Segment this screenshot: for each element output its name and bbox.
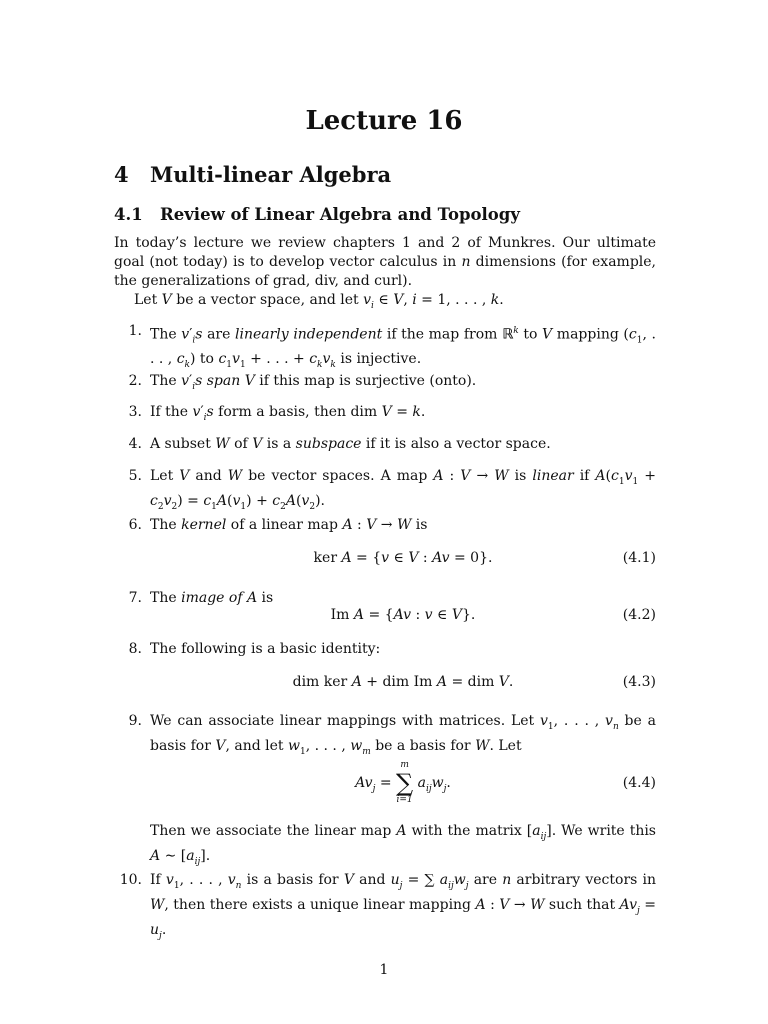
item-text: We can associate linear mappings with matrices. Let $v_1$, . . . , $v_n$ be a basis for V, and let $w_1$, . . . , $w_m$ be a basis for W. Let: [150, 713, 656, 757]
section-title: Multi-linear Algebra: [150, 162, 392, 187]
equation-expression: ker A = {v ∈ V : Av = 0}.: [313, 550, 493, 566]
equation-tag: (4.4): [622, 775, 656, 791]
item-number: 1.: [128, 323, 142, 339]
item-text: The kernel of a linear map A : V → W is: [150, 517, 428, 533]
intro-paragraph: In today’s lecture we review chapters 1 and 2 of Munkres. Our ultimate goal (not today) is to develop vector calculus in n dimensions (for example, the generalizations of grad, div, and curl).: [114, 235, 656, 289]
intro-paragraph-2: Let V be a vector space, and let $v_i$ ∈ V, i = 1, . . . , k.: [134, 292, 504, 311]
item-number: 6.: [128, 517, 142, 533]
item-text: Let V and W be vector spaces. A map A : V → W is linear if $A(c_1v_1 + c_2v_2) = c_1A(v_1) + c_2A(v_2)$.: [150, 468, 656, 512]
section-number: 4: [114, 162, 129, 187]
page-title: Lecture 16: [305, 106, 463, 136]
item-text: If $v_1$, . . . , $v_n$ is a basis for V and $u_j$ = ∑ $a_{ij}w_j$ are n arbitrary vectors in W, then there exists a unique linear mapping A : V → W such that $Av_j = u_j$.: [150, 872, 656, 941]
subsection-number: 4.1: [114, 205, 143, 224]
list-item: [114, 712, 656, 762]
item-text: A subset W of V is a subspace if it is also a vector space.: [150, 436, 551, 452]
item-number: 7.: [128, 590, 142, 606]
list-item: [114, 403, 656, 428]
item-text: The following is a basic identity:: [150, 641, 381, 657]
item-number: 9.: [128, 713, 142, 729]
equation-tag: (4.1): [622, 550, 656, 566]
equation-tag: (4.2): [622, 607, 656, 623]
list-item: [114, 516, 656, 535]
item-number: 4.: [128, 436, 142, 452]
item-text: The image of A is: [150, 590, 274, 606]
item-number: 8.: [128, 641, 142, 657]
page-number: 1: [379, 962, 389, 978]
equation-expression: $Av_j$ = m ∑ i=1 $a_{ij}w_j$.: [355, 760, 451, 805]
item-number: 10.: [119, 872, 142, 888]
equation-tag: (4.3): [622, 674, 656, 690]
item-number: 2.: [128, 373, 142, 389]
subsection-heading: [114, 205, 520, 224]
list-item: [114, 435, 656, 454]
item-text: If the $v'_is$ form a basis, then dim V = k.: [150, 404, 426, 423]
item-text: Then we associate the linear map A with the matrix $[a_{ij}]$. We write this A ∼ $[a_{ij}]$.: [150, 823, 656, 867]
section-heading: [114, 162, 391, 187]
equation-4-4: [150, 760, 656, 810]
list-item: [114, 640, 656, 659]
equation-expression: dim ker A + dim Im A = dim V.: [292, 674, 514, 690]
list-item: [114, 871, 656, 945]
list-item: [114, 322, 656, 375]
list-item: [114, 372, 656, 397]
subsection-title: Review of Linear Algebra and Topology: [160, 205, 520, 224]
list-item-continuation: [114, 822, 656, 872]
item-text: The $v'_is$ span V if this map is surjective (onto).: [150, 373, 477, 392]
equation-expression: Im A = {Av : v ∈ V}.: [330, 607, 476, 623]
list-item: [114, 467, 656, 517]
item-text: The $v'_is$ are linearly independent if the map from ℝ$^k$ to V mapping ($c_1$, . . . , $c_k$) to $c_1v_1$ + . . . + $c_kv_k$ is injective.: [150, 326, 656, 371]
item-number: 3.: [128, 404, 142, 420]
item-number: 5.: [128, 468, 142, 484]
